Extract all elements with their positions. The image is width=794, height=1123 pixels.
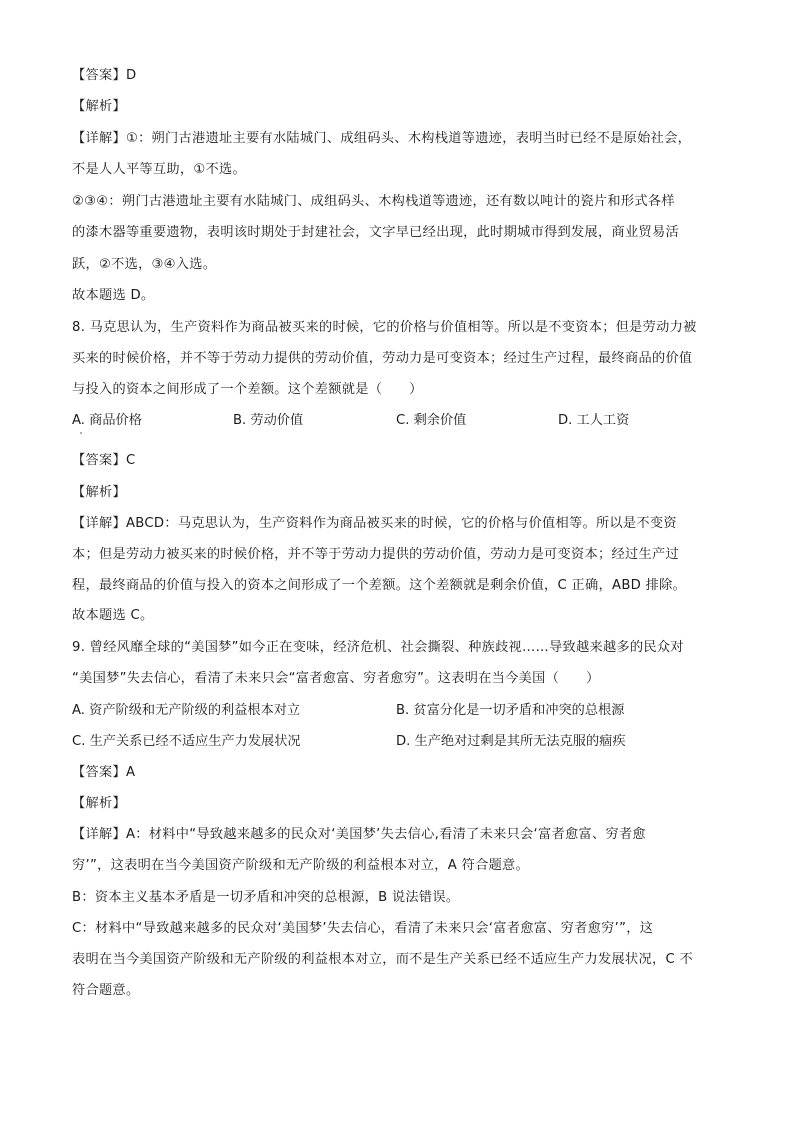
q9-option-a: A. 资产阶级和无产阶级的利益根本对立 <box>72 703 301 718</box>
q7-detail-line: ②③④：朔门古港遗址主要有水陆城门、成组码头、木构栈道等遗迹，还有数以吨计的瓷片和形式各样 <box>72 194 675 209</box>
q9-options-row-2 <box>72 732 722 752</box>
q9-detail-line: 穷’”，这表明在当今美国资产阶级和无产阶级的利益根本对立，A 符合题意。 <box>72 858 530 873</box>
q9-option-c: C. 生产关系已经不适应生产力发展状况 <box>72 734 301 749</box>
q9-answer: 【答案】A <box>72 765 136 780</box>
q8-stem-line: 8. 马克思认为，生产资料作为商品被买来的时候，它的价格与价值相等。所以是不变资本；但是劳动力被 <box>72 320 697 335</box>
q9-option-d: D. 生产绝对过剩是其所无法克服的痼疾 <box>396 734 626 749</box>
stray-dot <box>80 432 82 434</box>
q8-analysis-label: 【解析】 <box>72 485 126 500</box>
q8-option-a: A. 商品价格 <box>72 413 142 428</box>
q7-analysis-label: 【解析】 <box>72 99 126 114</box>
q7-detail-line: 不是人人平等互助，①不选。 <box>72 162 246 177</box>
q8-stem-line: 与投入的资本之间形成了一个差额。这个差额就是（ ） <box>72 382 423 397</box>
q9-detail-line: 表明在当今美国资产阶级和无产阶级的利益根本对立，而不是生产关系已经不适应生产力发展状况，C 不 <box>72 952 693 967</box>
q9-detail-line: C：材料中“导致越来越多的民众对‘美国梦’失去信心，看清了未来只会‘富者愈富、穷者愈穷’”，这 <box>72 921 654 936</box>
q8-detail-line: 故本题选 C。 <box>72 608 154 623</box>
q7-answer: 【答案】D <box>72 68 137 83</box>
q8-detail-line: 本；但是劳动力被买来的时候价格，并不等于劳动力提供的劳动价值，劳动力是可变资本；经过生产过 <box>72 547 679 562</box>
q9-detail-line: 【详解】A：材料中“导致越来越多的民众对‘美国梦’失去信心,看清了未来只会‘富者愈富、穷者愈 <box>72 827 646 842</box>
q9-options-row-1 <box>72 701 722 721</box>
q9-detail-line: 符合题意。 <box>72 983 140 998</box>
q9-stem-line: 9. 曾经风靡全球的“美国梦”如今正在变味，经济危机、社会撕裂、种族歧视……导致越来越多的民众对 <box>72 640 684 655</box>
q7-detail-line: 跃，②不选，③④入选。 <box>72 257 217 272</box>
q7-detail-line: 的漆木器等重要遗物，表明该时期处于封建社会，文字早已经出现，此时期城市得到发展，商业贸易活 <box>72 225 679 240</box>
q8-option-b: B. 劳动价值 <box>233 413 304 428</box>
q8-detail-line: 【详解】ABCD：马克思认为，生产资料作为商品被买来的时候，它的价格与价值相等。所以是不变资 <box>72 516 677 531</box>
q8-answer: 【答案】C <box>72 453 136 468</box>
q8-option-d: D. 工人工资 <box>558 413 630 428</box>
q9-detail-line: B：资本主义基本矛盾是一切矛盾和冲突的总根源，B 说法错误。 <box>72 890 460 905</box>
q8-stem-line: 买来的时候价格，并不等于劳动力提供的劳动价值，劳动力是可变资本；经过生产过程，最终商品的价值 <box>72 351 693 366</box>
q7-detail-line: 故本题选 D。 <box>72 288 155 303</box>
q9-option-b: B. 贫富分化是一切矛盾和冲突的总根源 <box>396 703 625 718</box>
q9-stem-line: “美国梦”失去信心，看清了未来只会“富者愈富、穷者愈穷”。这表明在当今美国（ ） <box>72 671 600 686</box>
q8-option-c: C. 剩余价值 <box>396 413 467 428</box>
q8-options <box>72 411 722 431</box>
q8-detail-line: 程，最终商品的价值与投入的资本之间形成了一个差额。这个差额就是剩余价值，C 正确，ABD 排除。 <box>72 578 687 593</box>
q9-analysis-label: 【解析】 <box>72 796 126 811</box>
q7-detail-line: 【详解】①：朔门古港遗址主要有水陆城门、成组码头、木构栈道等遗迹，表明当时已经不是原始社会， <box>72 131 692 146</box>
